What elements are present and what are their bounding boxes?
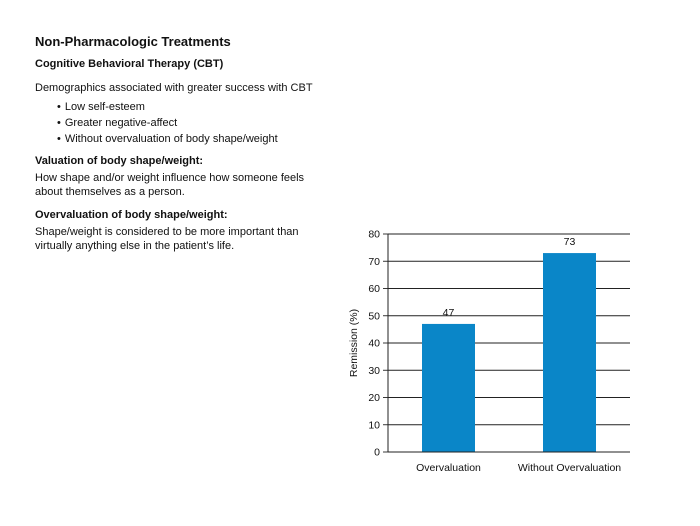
y-tick-label: 20	[368, 392, 380, 404]
data-label: 47	[442, 306, 455, 319]
intro-text: Demographics associated with greater success with CBT	[35, 82, 313, 94]
overvaluation-body: Shape/weight is considered to be more important than virtually anything else in the patient’s life.	[35, 226, 299, 252]
y-tick-label: 10	[368, 419, 380, 432]
y-tick-label: 80	[368, 228, 380, 241]
y-axis-label: Remission (%)	[348, 308, 360, 378]
y-tick-label: 30	[368, 364, 380, 377]
y-tick-label: 0	[374, 446, 380, 459]
valuation-body: How shape and/or weight influence how someone feels about themselves as a person.	[35, 172, 305, 198]
page-title: Non-Pharmacologic Treatments	[35, 34, 231, 49]
section-subtitle: Cognitive Behavioral Therapy (CBT)	[35, 58, 224, 70]
y-tick-label: 50	[368, 310, 380, 323]
data-label: 73	[563, 236, 576, 249]
valuation-heading: Valuation of body shape/weight:	[35, 155, 204, 167]
bullet-item: • Low self-esteem	[57, 99, 278, 115]
overvaluation-heading: Overvaluation of body shape/weight:	[35, 209, 228, 221]
bars	[422, 236, 596, 452]
bullet-item: • Greater negative-affect	[57, 115, 278, 131]
remission-bar-chart	[330, 220, 650, 480]
y-tick-label: 70	[368, 255, 380, 268]
y-tick-label: 60	[368, 283, 380, 295]
bar-overvaluation	[422, 324, 475, 452]
bullet-list	[57, 99, 278, 147]
y-tick-label: 40	[368, 337, 380, 350]
x-tick-label: Overvaluation	[416, 462, 481, 474]
x-tick-label: Without Overvaluation	[517, 462, 622, 474]
bullet-item: • Without overvaluation of body shape/weight	[57, 131, 278, 147]
bar-without-overvaluation	[543, 253, 596, 452]
